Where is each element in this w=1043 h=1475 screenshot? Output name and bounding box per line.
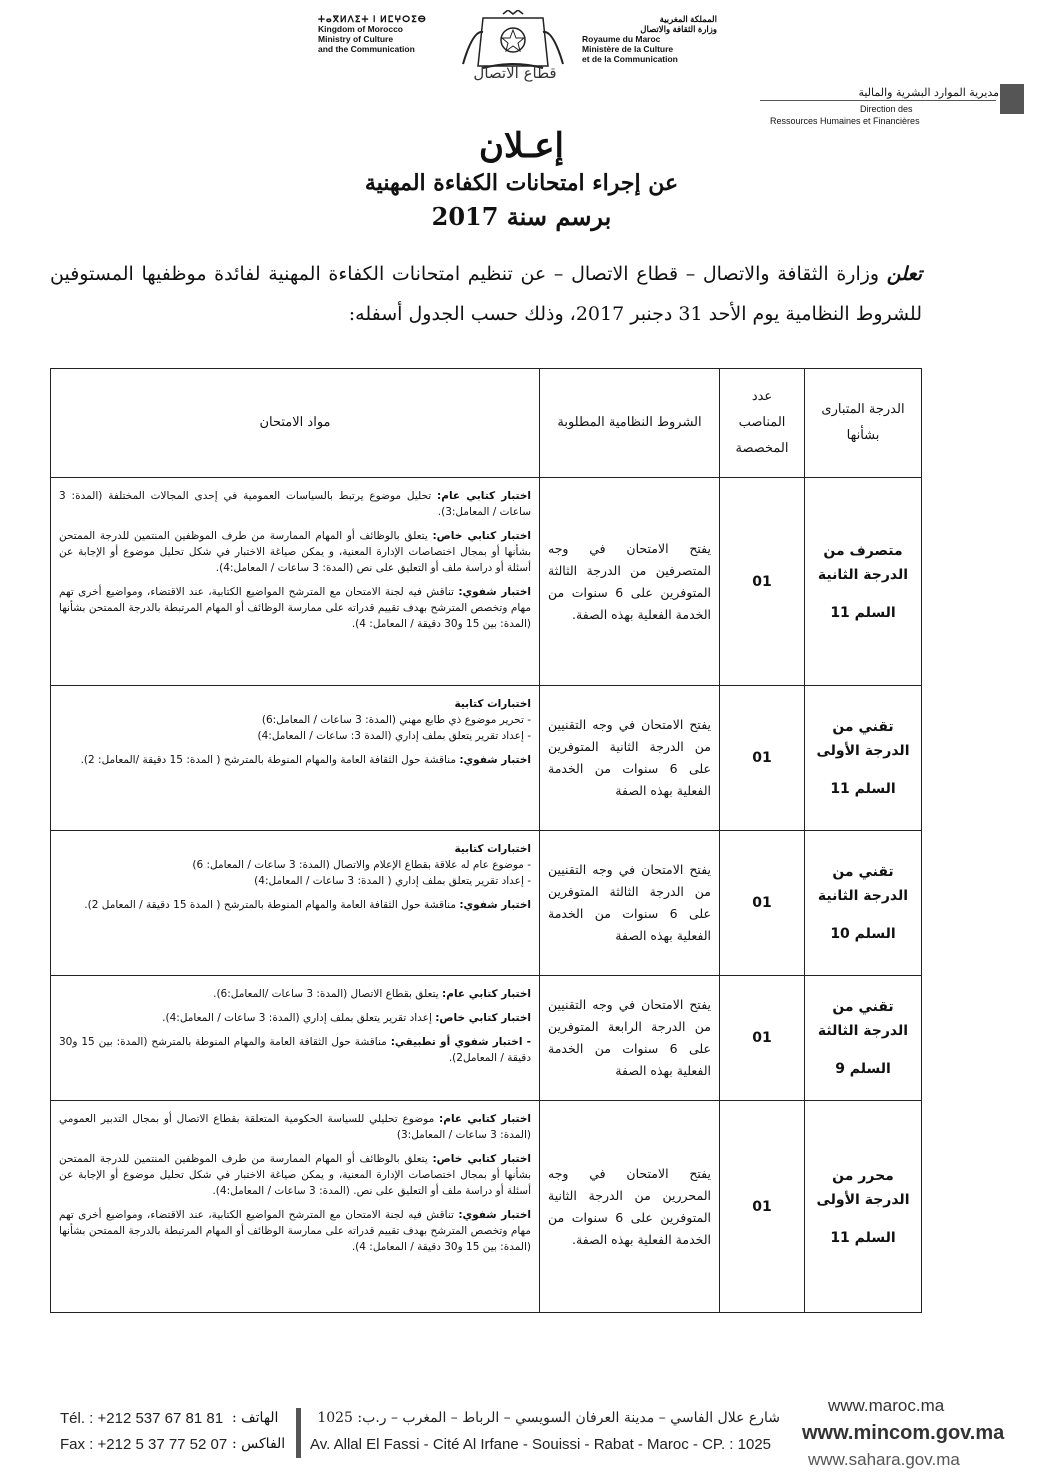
exam-written-item: - موضوع عام له علاقة بقطاع الإعلام والاتصال (المدة: 3 ساعات / المعامل: 6) [192, 859, 531, 871]
footer-address-fr: Av. Allal El Fassi - Cité Al Irfane - Souissi - Rabat - Maroc - CP. : 1025 [310, 1436, 772, 1453]
exam-text: مناقشة حول الثقافة العامة والمهام المنوطة بالمترشح ( المدة 15 دقيقة / المعامل 2). [84, 899, 456, 911]
exam-text: تناقش فيه لجنة الامتحان مع المترشح المواضيع الكتابية، عند الاقتضاء، ومواضيع أخرى تهم مهام وتخصص المترشح بهدف تقييم قدراته على ممارسة الوظائف أو المهام المرتبطة بالدرجة الممتحن بشأنها (المدة: بين 15 و30 دقيقة / المعامل: 4). [59, 1209, 531, 1253]
intro-paragraph [50, 254, 922, 334]
conditions-cell: يفتح الامتحان في وجه المحررين من الدرجة الثانية المتوفرين على 6 سنوات من الخدمة الفعلية بهذه الصفة. [540, 1101, 720, 1313]
direction-french-line2: Ressources Humaines et Financières [770, 116, 920, 126]
grade-scale: السلم 11 [830, 781, 896, 797]
footer-fax-label-ar: الفاكس : [232, 1436, 286, 1452]
grade-name: تقني من الدرجة الأولى [816, 719, 910, 759]
exam-label: اختبار كتابي عام: [437, 490, 532, 502]
exam-written-item: - تحرير موضوع ذي طابع مهني (المدة: 3 ساعات / المعامل:6) [261, 714, 531, 726]
header-english-block [318, 14, 448, 54]
header-communication-fr: et de la Communication [582, 54, 678, 64]
header-kingdom-ar: المملكة المغربية [659, 14, 717, 24]
exam-text: إعداد تقرير يتعلق بملف إداري (المدة: 3 ساعات / المعامل:4). [162, 1012, 432, 1024]
exam-text: تناقش فيه لجنة الامتحان مع المترشح المواضيع الكتابية، عند الاقتضاء، ومواضيع أخرى تهم مهام وتخصص المترشح بهدف تقييم قدراته على ممارسة الوظائف أو المهام المرتبطة بالدرجة الممتحن بشأنها (المدة: بين 15 و30 دقيقة / المعامل: 4). [59, 586, 531, 630]
header-tifinagh: ⵜⴰⴳⵍⴷⵉⵜ ⵏ ⵍⵎⵖⵔⵉⴱ [318, 14, 427, 24]
exam-text: يتعلق بقطاع الاتصال (المدة: 3 ساعات /المعامل:6). [213, 988, 439, 1000]
subjects-cell [51, 1101, 540, 1313]
conditions-cell: يفتح الامتحان في وجه التقنيين من الدرجة الثالثة المتوفرين على 6 سنوات من الخدمة الفعلية بهذه الصفة [540, 831, 720, 976]
exam-label: اختبارات كتابية [454, 843, 531, 855]
subjects-cell [51, 686, 540, 831]
footer-link-sahara[interactable]: www.sahara.gov.ma [808, 1450, 960, 1469]
direction-square-mark [1000, 84, 1024, 114]
exam-written-special [59, 1010, 531, 1026]
footer-phone: Tél. : +212 537 67 81 81 [60, 1410, 224, 1427]
exam-oral [59, 1207, 531, 1255]
grade-scale: السلم 10 [830, 926, 896, 942]
exam-text: موضوع تحليلي للسياسة الحكومية المتعلقة بقطاع الاتصال أو بمجال التدبير العمومي (المدة: 3 ساعات / المعامل:3) [59, 1113, 531, 1141]
exam-written [59, 841, 531, 857]
header-count: عدد المناصب المخصصة [720, 369, 805, 478]
exam-label: اختبار شفوي: [459, 754, 531, 766]
exam-label: اختبار شفوي: [458, 1209, 531, 1221]
direction-divider [760, 100, 996, 101]
header-communication-en: and the Communication [318, 44, 415, 54]
grade-cell [805, 478, 922, 686]
announcement-subtitle: عن إجراء امتحانات الكفاءة المهنية [364, 170, 679, 196]
subjects-cell [51, 831, 540, 976]
grade-name: تقني من الدرجة الثالثة [817, 999, 909, 1039]
exam-oral [59, 752, 531, 768]
exam-label: اختبار كتابي خاص: [435, 1012, 531, 1024]
conditions-cell: يفتح الامتحان في وجه التقنيين من الدرجة الرابعة المتوفرين على 6 سنوات من الخدمة الفعلية بهذه الصفة [540, 976, 720, 1101]
grade-name: متصرف من الدرجة الثانية [817, 542, 909, 583]
footer-link-mincom[interactable]: www.mincom.gov.ma [802, 1422, 1005, 1444]
grade-cell [805, 976, 922, 1101]
grade-cell [805, 686, 922, 831]
grade-scale: السلم 9 [835, 1061, 891, 1077]
exam-written-general [59, 488, 531, 520]
header-grade: الدرجة المتبارى بشأنها [805, 369, 922, 478]
exam-text: يتعلق بالوظائف أو المهام الممارسة من طرف الموظفين المنتمين للدرجة الممتحن بشأنها أو بمجال اختصاصات الإدارة المعنية، و يمكن صياغة الاختبار في شكل تحليل موضوع أو الإجابة عن أسئلة أو دراسة ملف أو التعليق على نص. (المدة: 3 ساعات / المعامل:4). [59, 1153, 531, 1197]
table-row [51, 831, 922, 976]
table-row [51, 478, 922, 686]
count-cell: 01 [720, 976, 805, 1101]
exam-text: يتعلق بالوظائف أو المهام الممارسة من طرف الموظفين المنتمين للدرجة الممتحن بشأنها أو بمجال اختصاصات الإدارة المعنية، و يمكن صياغة الاختبار في شكل تحليل موضوع أو الإجابة عن أسئلة أو دراسة ملف أو التعليق على نص (المدة: 3 ساعات / المعامل:4). [59, 530, 531, 574]
moroccan-crest-icon [453, 10, 573, 72]
header-subjects: مواد الامتحان [51, 369, 540, 478]
announcement-title: إعـلان [479, 126, 564, 166]
count-cell: 01 [720, 831, 805, 976]
exam-written-special [59, 1151, 531, 1199]
intro-text: وزارة الثقافة والاتصال – قطاع الاتصال – عن تنظيم امتحانات الكفاءة المهنية لفائدة موظفيها المستوفين للشروط النظامية يوم الأحد 31 دجنبر 2017، وذلك حسب الجدول أسفله: [50, 263, 922, 325]
exam-label: اختبار كتابي عام: [442, 988, 531, 1000]
footer-fax: Fax : +212 5 37 77 52 07 [60, 1436, 228, 1453]
exam-written [59, 696, 531, 712]
grade-name: تقني من الدرجة الثانية [817, 864, 909, 904]
exam-oral [59, 897, 531, 913]
conditions-cell: يفتح الامتحان في وجه المتصرفين من الدرجة الثالثة المتوفرين على 6 سنوات من الخدمة الفعلية بهذه الصفة. [540, 478, 720, 686]
header-kingdom-fr: Royaume du Maroc [582, 34, 661, 44]
direction-french-line1: Direction des [860, 104, 913, 114]
header-sector: قطاع الاتصال [473, 64, 557, 82]
footer-divider [296, 1408, 301, 1458]
exam-text: مناقشة حول الثقافة العامة والمهام المنوطة بالمترشح (المدة: بين 15 و30 دقيقة / المعامل2). [59, 1036, 531, 1064]
grade-scale: السلم 11 [830, 604, 896, 621]
exam-label: اختبارات كتابية [454, 698, 531, 710]
header-conditions: الشروط النظامية المطلوبة [540, 369, 720, 478]
footer-phone-label-ar: الهاتف : [232, 1410, 279, 1426]
header-ministry-fr: Ministère de la Culture [582, 44, 674, 54]
conditions-cell: يفتح الامتحان في وجه التقنيين من الدرجة الثانية المتوفرين على 6 سنوات من الخدمة الفعلية بهذه الصفة [540, 686, 720, 831]
exam-label: اختبار كتابي خاص: [432, 1153, 531, 1165]
header-ministry-ar: وزارة الثقافة والاتصال [640, 24, 717, 34]
grade-cell [805, 831, 922, 976]
table-row [51, 686, 922, 831]
announcement-year: برسم سنة 2017 [431, 202, 612, 231]
footer-address-ar: شارع علال الفاسي – مدينة العرفان السويسي – الرباط – المغرب – ر.ب: 1025 [317, 1410, 780, 1426]
grade-cell [805, 1101, 922, 1313]
exam-written-item: - إعداد تقرير يتعلق بملف إداري ( المدة: 3 ساعات / المعامل:4) [254, 875, 531, 887]
header-french-block [582, 14, 717, 64]
exam-text: تحليل موضوع يرتبط بالسياسات العمومية في إحدى المجالات المختلفة (المدة: 3 ساعات / المعامل:3). [59, 490, 531, 518]
direction-arabic: مديرية الموارد البشرية والمالية [858, 86, 999, 99]
exam-label: اختبار كتابي عام: [439, 1113, 531, 1125]
count-cell: 01 [720, 1101, 805, 1313]
subjects-cell [51, 976, 540, 1101]
exam-written-item: - إعداد تقرير يتعلق بملف إداري (المدة 3: ساعات / المعامل:4) [257, 730, 531, 742]
exam-label: اختبار شفوي: [458, 586, 531, 598]
exam-written-general [59, 986, 531, 1002]
exams-table [50, 368, 922, 1313]
table-header-row [51, 369, 922, 478]
subjects-cell [51, 478, 540, 686]
grade-name: محرر من الدرجة الأولى [816, 1167, 910, 1208]
exam-written-general [59, 1111, 531, 1143]
intro-lead: تعلن [886, 263, 922, 285]
count-cell: 01 [720, 686, 805, 831]
header-kingdom-en: Kingdom of Morocco [318, 24, 403, 34]
exam-written-special [59, 528, 531, 576]
exam-label: اختبار كتابي خاص: [432, 530, 531, 542]
exam-label: اختبار شفوي: [459, 899, 531, 911]
count-cell: 01 [720, 478, 805, 686]
exam-text: مناقشة حول الثقافة العامة والمهام المنوطة بالمترشح ( المدة: 15 دقيقة /المعامل: 2). [80, 754, 456, 766]
footer-link-maroc[interactable]: www.maroc.ma [828, 1396, 945, 1415]
grade-scale: السلم 11 [830, 1229, 896, 1246]
exam-oral [59, 584, 531, 632]
header-ministry-en: Ministry of Culture [318, 34, 394, 44]
table-row [51, 1101, 922, 1313]
exam-oral [59, 1034, 531, 1066]
table-row [51, 976, 922, 1101]
exam-label: - اختبار شفوي أو تطبيقي: [390, 1036, 531, 1048]
